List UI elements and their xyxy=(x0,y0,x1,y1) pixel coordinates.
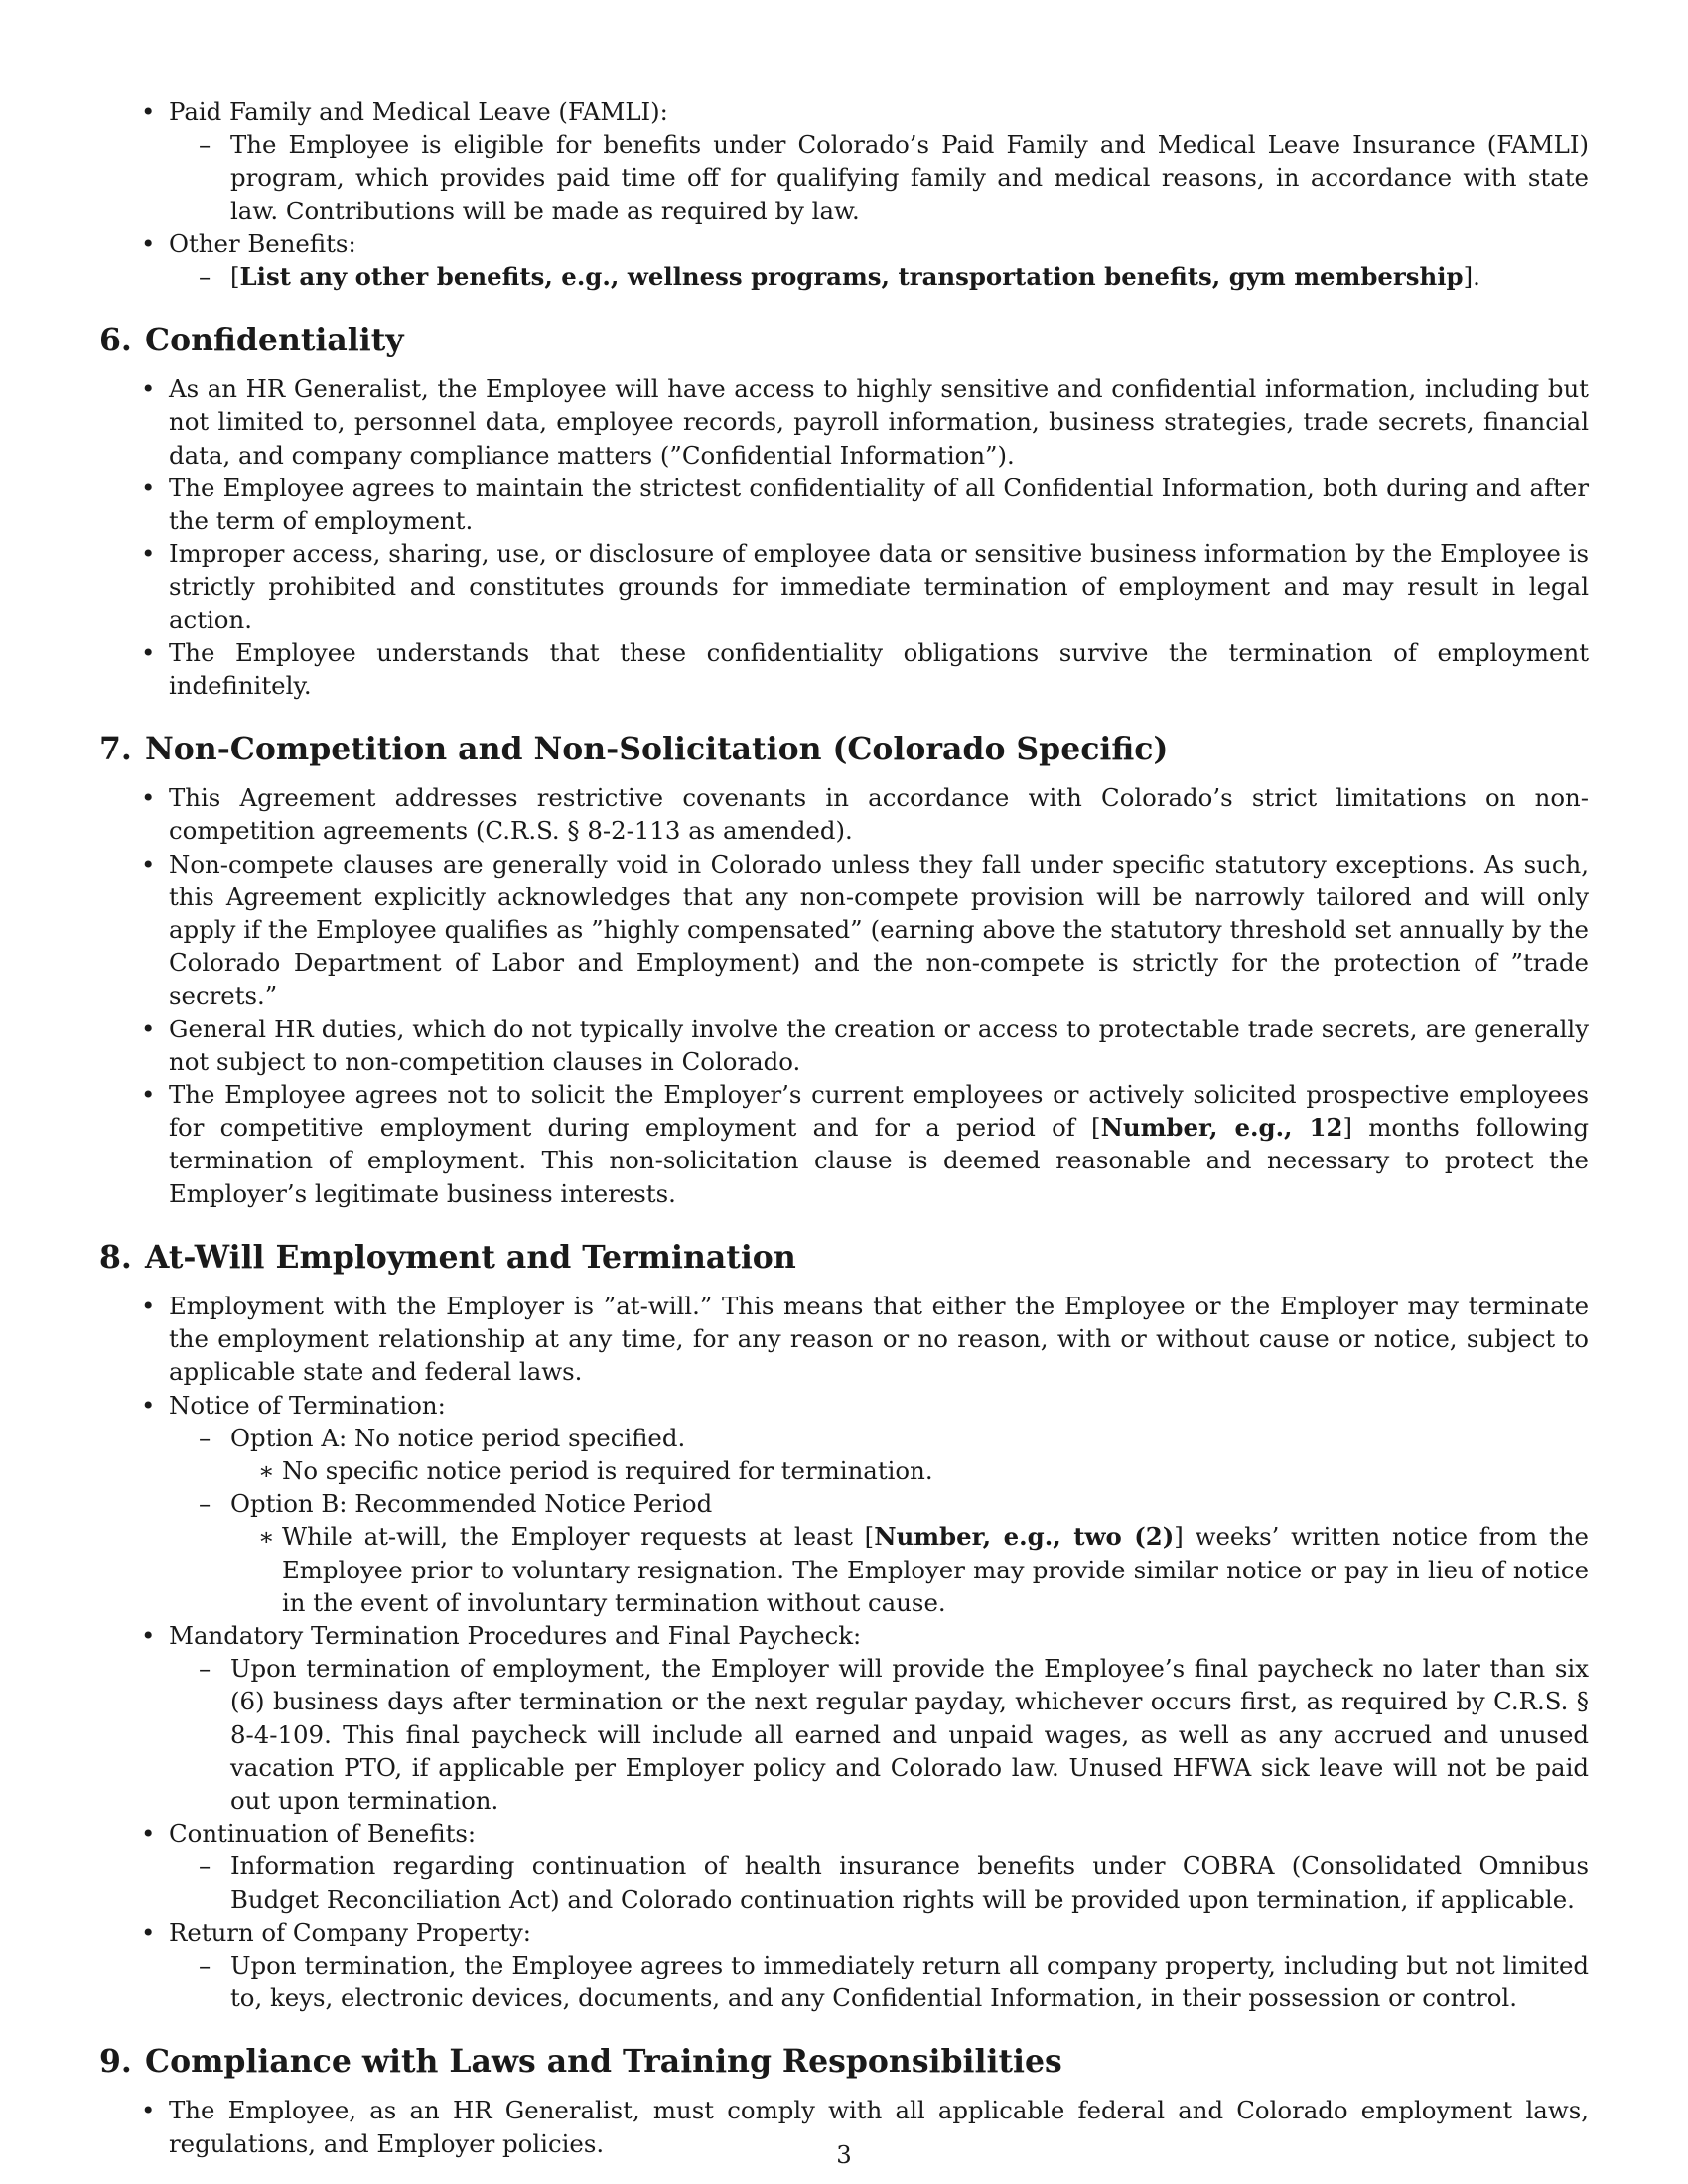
other-benefits-detail: – [List any other benefits, e.g., wellness programs, transportation benefits, gym membership]. xyxy=(169,260,1589,293)
list-item xyxy=(99,1619,1589,1817)
option-a-detail: ∗ No specific notice period is required for termination. xyxy=(230,1454,1589,1487)
non-competition-list xyxy=(99,781,1589,1210)
notice-label: Notice of Termination: xyxy=(169,1390,446,1420)
list-item: • Improper access, sharing, use, or disclosure of employee data or sensitive business information by the Employee is strictly prohibited and constitutes grounds for immediate termination of employment and may result in legal action. xyxy=(99,537,1589,636)
company-property-detail: – Upon termination, the Employee agrees to immediately return all company property, including but not limited to, keys, electronic devices, documents, and any Confidential Information, in their possession or control. xyxy=(169,1949,1589,2014)
document-page xyxy=(99,95,1589,2160)
benefits-continuation-detail: – Information regarding continuation of health insurance benefits under COBRA (Consolidated Omnibus Budget Reconciliation Act) and Colorado continuation rights will be provided upon termination, if applicable. xyxy=(169,1849,1589,1915)
list-item xyxy=(99,227,1589,293)
benefits-continuation-label: Continuation of Benefits: xyxy=(169,1819,477,1848)
list-item: • Employment with the Employer is ”at-will.” This means that either the Employee or the Employer may terminate the employment relationship at any time, for any reason or no reason, with or without cause or notice, subject to applicable state and federal laws. xyxy=(99,1290,1589,1389)
page-number: 3 xyxy=(836,2140,852,2169)
option-a: – Option A: No notice period specified. ∗ No specific notice period is required for termination. xyxy=(169,1422,1589,1487)
list-item: • The Employee understands that these confidentiality obligations survive the termination of employment indefinitely. xyxy=(99,636,1589,702)
benefits-list xyxy=(99,95,1589,293)
list-item xyxy=(99,95,1589,227)
list-item xyxy=(99,1916,1589,2015)
list-item: • The Employee agrees not to solicit the Employer’s current employees or actively solicited prospective employees for competitive employment during employment and for a period of [Number, e.g., 12] months following termination of employment. This non-solicitation clause is deemed reasonable and necessary to protect the Employer’s legitimate business interests. xyxy=(99,1078,1589,1210)
section-heading-at-will: 8. At-Will Employment and Termination xyxy=(99,1238,796,1276)
list-item xyxy=(99,1817,1589,1916)
at-will-list xyxy=(99,1290,1589,2014)
list-item: • The Employee, as an HR Generalist, must comply with all applicable federal and Colorado employment laws, regulations, and Employer policies. xyxy=(99,2094,1589,2159)
final-pay-label: Mandatory Termination Procedures and Final Paycheck: xyxy=(169,1620,862,1650)
list-item: • Non-compete clauses are generally void in Colorado unless they fall under specific statutory exceptions. As such, this Agreement explicitly acknowledges that any non-compete provision will be narrowly tailored and will only apply if the Employee qualifies as ”highly compensated” (earning above the statutory threshold set annually by the Colorado Department of Labor and Employment) and the non-compete is strictly for the protection of ”trade secrets.” xyxy=(99,848,1589,1013)
list-item: • This Agreement addresses restrictive covenants in accordance with Colorado’s strict limitations on non-competition agreements (C.R.S. § 8-2-113 as amended). xyxy=(99,781,1589,847)
list-item xyxy=(99,1389,1589,1619)
final-pay-detail: – Upon termination of employment, the Employer will provide the Employee’s final paycheck no later than six (6) business days after termination or the next regular payday, whichever occurs first, as required by C.R.S. § 8-4-109. This final paycheck will include all earned and unpaid wages, as well as any accrued and unused vacation PTO, if applicable per Employer policy and Colorado law. Unused HFWA sick leave will not be paid out upon termination. xyxy=(169,1652,1589,1817)
famli-label: Paid Family and Medical Leave (FAMLI): xyxy=(169,97,668,126)
option-b-detail: ∗ While at-will, the Employer requests at least [Number, e.g., two (2)] weeks’ written notice from the Employee prior to voluntary resignation. The Employer may provide similar notice or pay in lieu of notice in the event of involuntary termination without cause. xyxy=(230,1520,1589,1619)
list-item: • General HR duties, which do not typically involve the creation or access to protectable trade secrets, are generally not subject to non-competition clauses in Colorado. xyxy=(99,1013,1589,1078)
famli-detail: – The Employee is eligible for benefits under Colorado’s Paid Family and Medical Leave Insurance (FAMLI) program, which provides paid time off for qualifying family and medical reasons, in accordance with state law. Contributions will be made as required by law. xyxy=(169,128,1589,227)
confidentiality-list xyxy=(99,372,1589,702)
section-heading-confidentiality: 6. Confidentiality xyxy=(99,322,404,359)
list-item: • As an HR Generalist, the Employee will have access to highly sensitive and confidential information, including but not limited to, personnel data, employee records, payroll information, business strategies, trade secrets, financial data, and company compliance matters (”Confidential Information”). xyxy=(99,372,1589,472)
list-item: • The Employee agrees to maintain the strictest confidentiality of all Confidential Information, both during and after the term of employment. xyxy=(99,472,1589,537)
other-benefits-label: Other Benefits: xyxy=(169,228,356,258)
section-heading-non-competition: 7. Non-Competition and Non-Solicitation (Colorado Specific) xyxy=(99,731,1169,768)
company-property-label: Return of Company Property: xyxy=(169,1917,532,1947)
option-b: – Option B: Recommended Notice Period ∗ While at-will, the Employer requests at least [Number, e.g., two (2)] weeks’ written notice from the Employee prior to voluntary resignation. The Employer may provide similar notice or pay in lieu of notice in the event of involuntary termination without cause. xyxy=(169,1487,1589,1619)
section-heading-compliance: 9. Compliance with Laws and Training Responsibilities xyxy=(99,2043,1062,2081)
